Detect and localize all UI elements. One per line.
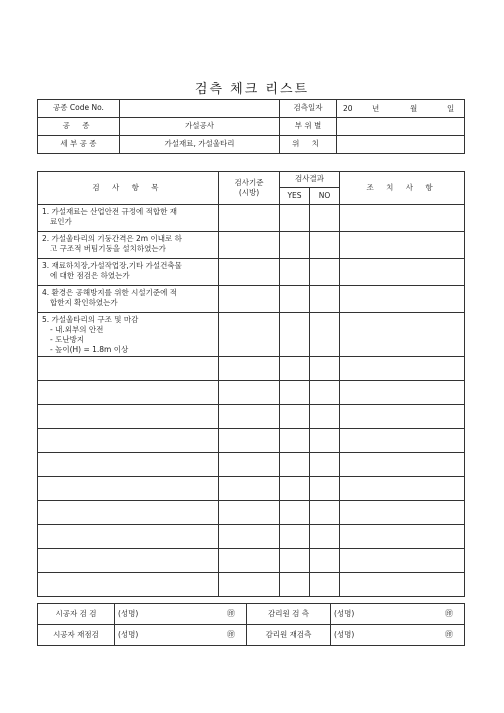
criteria-cell[interactable] bbox=[219, 205, 280, 232]
action-cell[interactable] bbox=[340, 313, 465, 357]
supervisor-inspection-sign[interactable] bbox=[331, 604, 465, 625]
no-cell[interactable] bbox=[310, 500, 340, 524]
item-cell[interactable] bbox=[38, 452, 219, 476]
seal-icon: ㊞ bbox=[227, 629, 235, 639]
date-day-unit: 일 bbox=[447, 104, 455, 113]
item-line: 5. 가설울타리의 구조 및 마감 bbox=[42, 315, 139, 324]
checklist-item bbox=[38, 232, 219, 259]
result-header: 검사결과 bbox=[280, 172, 340, 188]
item-cell[interactable] bbox=[38, 404, 219, 428]
sign-name-text: (성명) bbox=[118, 629, 139, 639]
item-line: 에 대한 점검은 하였는가 bbox=[50, 271, 130, 281]
position-label: 위 치 bbox=[280, 136, 337, 154]
supervisor-reinspection-sign[interactable] bbox=[331, 625, 465, 646]
action-cell[interactable] bbox=[340, 205, 465, 232]
checklist-item bbox=[38, 286, 219, 313]
yes-cell[interactable] bbox=[280, 232, 310, 259]
action-header: 조 치 사 항 bbox=[340, 172, 465, 205]
item-line: 고 구조적 버팀기둥을 설치하였는가 bbox=[50, 244, 166, 254]
location-field[interactable] bbox=[337, 118, 465, 136]
criteria-cell[interactable] bbox=[219, 452, 280, 476]
item-cell[interactable] bbox=[38, 524, 219, 548]
item-line: - 도난방지 bbox=[50, 335, 85, 345]
action-cell[interactable] bbox=[340, 428, 465, 452]
table-row bbox=[38, 380, 465, 404]
yes-cell[interactable] bbox=[280, 500, 310, 524]
supervisor-inspection-label: 감리원 검 측 bbox=[247, 604, 331, 625]
item-line: 2. 가설울타리의 기둥간격은 2m 이내로 하 bbox=[42, 234, 182, 243]
item-cell[interactable] bbox=[38, 428, 219, 452]
table-row bbox=[38, 452, 465, 476]
contractor-reinspection-sign[interactable] bbox=[115, 625, 247, 646]
seal-icon: ㊞ bbox=[445, 629, 453, 639]
yes-cell[interactable] bbox=[280, 313, 310, 357]
signature-table bbox=[37, 603, 465, 646]
yes-cell[interactable] bbox=[280, 286, 310, 313]
item-line: - 내.외부의 안전 bbox=[50, 325, 104, 335]
table-row bbox=[38, 500, 465, 524]
item-line: 합한지 확인하였는가 bbox=[50, 298, 118, 308]
action-cell[interactable] bbox=[340, 404, 465, 428]
inspection-date-field[interactable] bbox=[337, 100, 465, 118]
contractor-reinspection-label: 시공자 재점검 bbox=[38, 625, 115, 646]
action-cell[interactable] bbox=[340, 452, 465, 476]
yes-cell[interactable] bbox=[280, 205, 310, 232]
criteria-cell[interactable] bbox=[219, 500, 280, 524]
table-row bbox=[38, 548, 465, 572]
table-row bbox=[38, 572, 465, 596]
action-cell[interactable] bbox=[340, 232, 465, 259]
contractor-inspection-sign[interactable] bbox=[115, 604, 247, 625]
date-year: 20 bbox=[343, 104, 353, 113]
sign-name-text: (성명) bbox=[334, 608, 355, 618]
item-line: 1. 가설재료는 산업안전 규정에 적합한 재 bbox=[42, 207, 177, 216]
criteria-header-label: 검사기준 bbox=[234, 177, 264, 187]
criteria-cell[interactable] bbox=[219, 380, 280, 404]
no-cell[interactable] bbox=[310, 404, 340, 428]
yes-cell[interactable] bbox=[280, 404, 310, 428]
no-cell[interactable] bbox=[310, 428, 340, 452]
item-line: 료인가 bbox=[50, 217, 72, 227]
no-cell[interactable] bbox=[310, 313, 340, 357]
work-type-value: 가설공사 bbox=[120, 118, 280, 136]
item-cell[interactable] bbox=[38, 380, 219, 404]
yes-cell[interactable] bbox=[280, 524, 310, 548]
sign-name-text: (성명) bbox=[118, 608, 139, 618]
criteria-cell[interactable] bbox=[219, 524, 280, 548]
no-cell[interactable] bbox=[310, 572, 340, 596]
supervisor-reinspection-label: 감리원 재검측 bbox=[247, 625, 331, 646]
location-label: 부 위 별 bbox=[280, 118, 337, 136]
no-cell[interactable] bbox=[310, 356, 340, 380]
item-line: 3. 재료하치장,가설작업장,기타 가설건축물 bbox=[42, 261, 182, 270]
criteria-cell[interactable] bbox=[219, 548, 280, 572]
action-cell[interactable] bbox=[340, 500, 465, 524]
date-year-unit: 년 bbox=[372, 104, 380, 113]
project-code-label: 공종 Code No. bbox=[38, 100, 120, 118]
item-cell[interactable] bbox=[38, 500, 219, 524]
yes-cell[interactable] bbox=[280, 548, 310, 572]
table-row bbox=[38, 404, 465, 428]
no-header: NO bbox=[310, 188, 340, 205]
action-cell[interactable] bbox=[340, 259, 465, 286]
table-row bbox=[38, 428, 465, 452]
item-cell[interactable] bbox=[38, 548, 219, 572]
checklist-item bbox=[38, 313, 219, 357]
action-cell[interactable] bbox=[340, 286, 465, 313]
action-cell[interactable] bbox=[340, 524, 465, 548]
yes-cell[interactable] bbox=[280, 380, 310, 404]
yes-cell[interactable] bbox=[280, 356, 310, 380]
criteria-cell[interactable] bbox=[219, 404, 280, 428]
table-row bbox=[38, 476, 465, 500]
sub-work-label: 세 부 공 종 bbox=[38, 136, 120, 154]
yes-cell[interactable] bbox=[280, 452, 310, 476]
no-cell[interactable] bbox=[310, 452, 340, 476]
criteria-cell[interactable] bbox=[219, 356, 280, 380]
table-row bbox=[38, 313, 465, 357]
inspection-date-label: 검측일자 bbox=[280, 100, 337, 118]
sign-name-text: (성명) bbox=[334, 629, 355, 639]
criteria-cell[interactable] bbox=[219, 572, 280, 596]
no-cell[interactable] bbox=[310, 205, 340, 232]
seal-icon: ㊞ bbox=[227, 608, 235, 618]
criteria-cell[interactable] bbox=[219, 286, 280, 313]
seal-icon: ㊞ bbox=[445, 608, 453, 618]
table-row bbox=[38, 232, 465, 259]
criteria-cell[interactable] bbox=[219, 428, 280, 452]
yes-cell[interactable] bbox=[280, 476, 310, 500]
criteria-cell[interactable] bbox=[219, 313, 280, 357]
info-table bbox=[37, 99, 465, 154]
action-cell[interactable] bbox=[340, 380, 465, 404]
action-cell[interactable] bbox=[340, 476, 465, 500]
item-line: 4. 환경은 공해방지를 위한 시설기준에 적 bbox=[42, 288, 177, 297]
no-cell[interactable] bbox=[310, 476, 340, 500]
no-cell[interactable] bbox=[310, 232, 340, 259]
action-cell[interactable] bbox=[340, 356, 465, 380]
yes-cell[interactable] bbox=[280, 572, 310, 596]
criteria-header-sub: (시방) bbox=[238, 188, 260, 197]
checklist-table bbox=[37, 171, 465, 597]
action-cell[interactable] bbox=[340, 548, 465, 572]
yes-header: YES bbox=[280, 188, 310, 205]
work-type-label: 공 종 bbox=[38, 118, 120, 136]
checklist-item bbox=[38, 259, 219, 286]
item-cell[interactable] bbox=[38, 476, 219, 500]
no-cell[interactable] bbox=[310, 380, 340, 404]
checklist-item bbox=[38, 205, 219, 232]
page-title: 검측 체크 리스트 bbox=[194, 82, 310, 97]
table-row bbox=[38, 356, 465, 380]
table-row bbox=[38, 286, 465, 313]
sub-work-value: 가설재료, 가설울타리 bbox=[120, 136, 280, 154]
no-cell[interactable] bbox=[310, 259, 340, 286]
table-row bbox=[38, 524, 465, 548]
items-header: 검 사 항 목 bbox=[38, 172, 219, 205]
item-cell[interactable] bbox=[38, 356, 219, 380]
table-row bbox=[38, 259, 465, 286]
yes-cell[interactable] bbox=[280, 259, 310, 286]
position-field[interactable] bbox=[337, 136, 465, 154]
no-cell[interactable] bbox=[310, 524, 340, 548]
table-row bbox=[38, 205, 465, 232]
contractor-inspection-label: 시공자 검 검 bbox=[38, 604, 115, 625]
criteria-cell[interactable] bbox=[219, 259, 280, 286]
project-code-field[interactable] bbox=[120, 100, 280, 118]
no-cell[interactable] bbox=[310, 548, 340, 572]
criteria-cell[interactable] bbox=[219, 232, 280, 259]
yes-cell[interactable] bbox=[280, 428, 310, 452]
criteria-cell[interactable] bbox=[219, 476, 280, 500]
action-cell[interactable] bbox=[340, 572, 465, 596]
item-cell[interactable] bbox=[38, 572, 219, 596]
date-month-unit: 월 bbox=[410, 104, 418, 113]
item-line: - 높이(H) = 1.8m 이상 bbox=[50, 345, 129, 355]
no-cell[interactable] bbox=[310, 286, 340, 313]
criteria-header bbox=[219, 172, 280, 205]
